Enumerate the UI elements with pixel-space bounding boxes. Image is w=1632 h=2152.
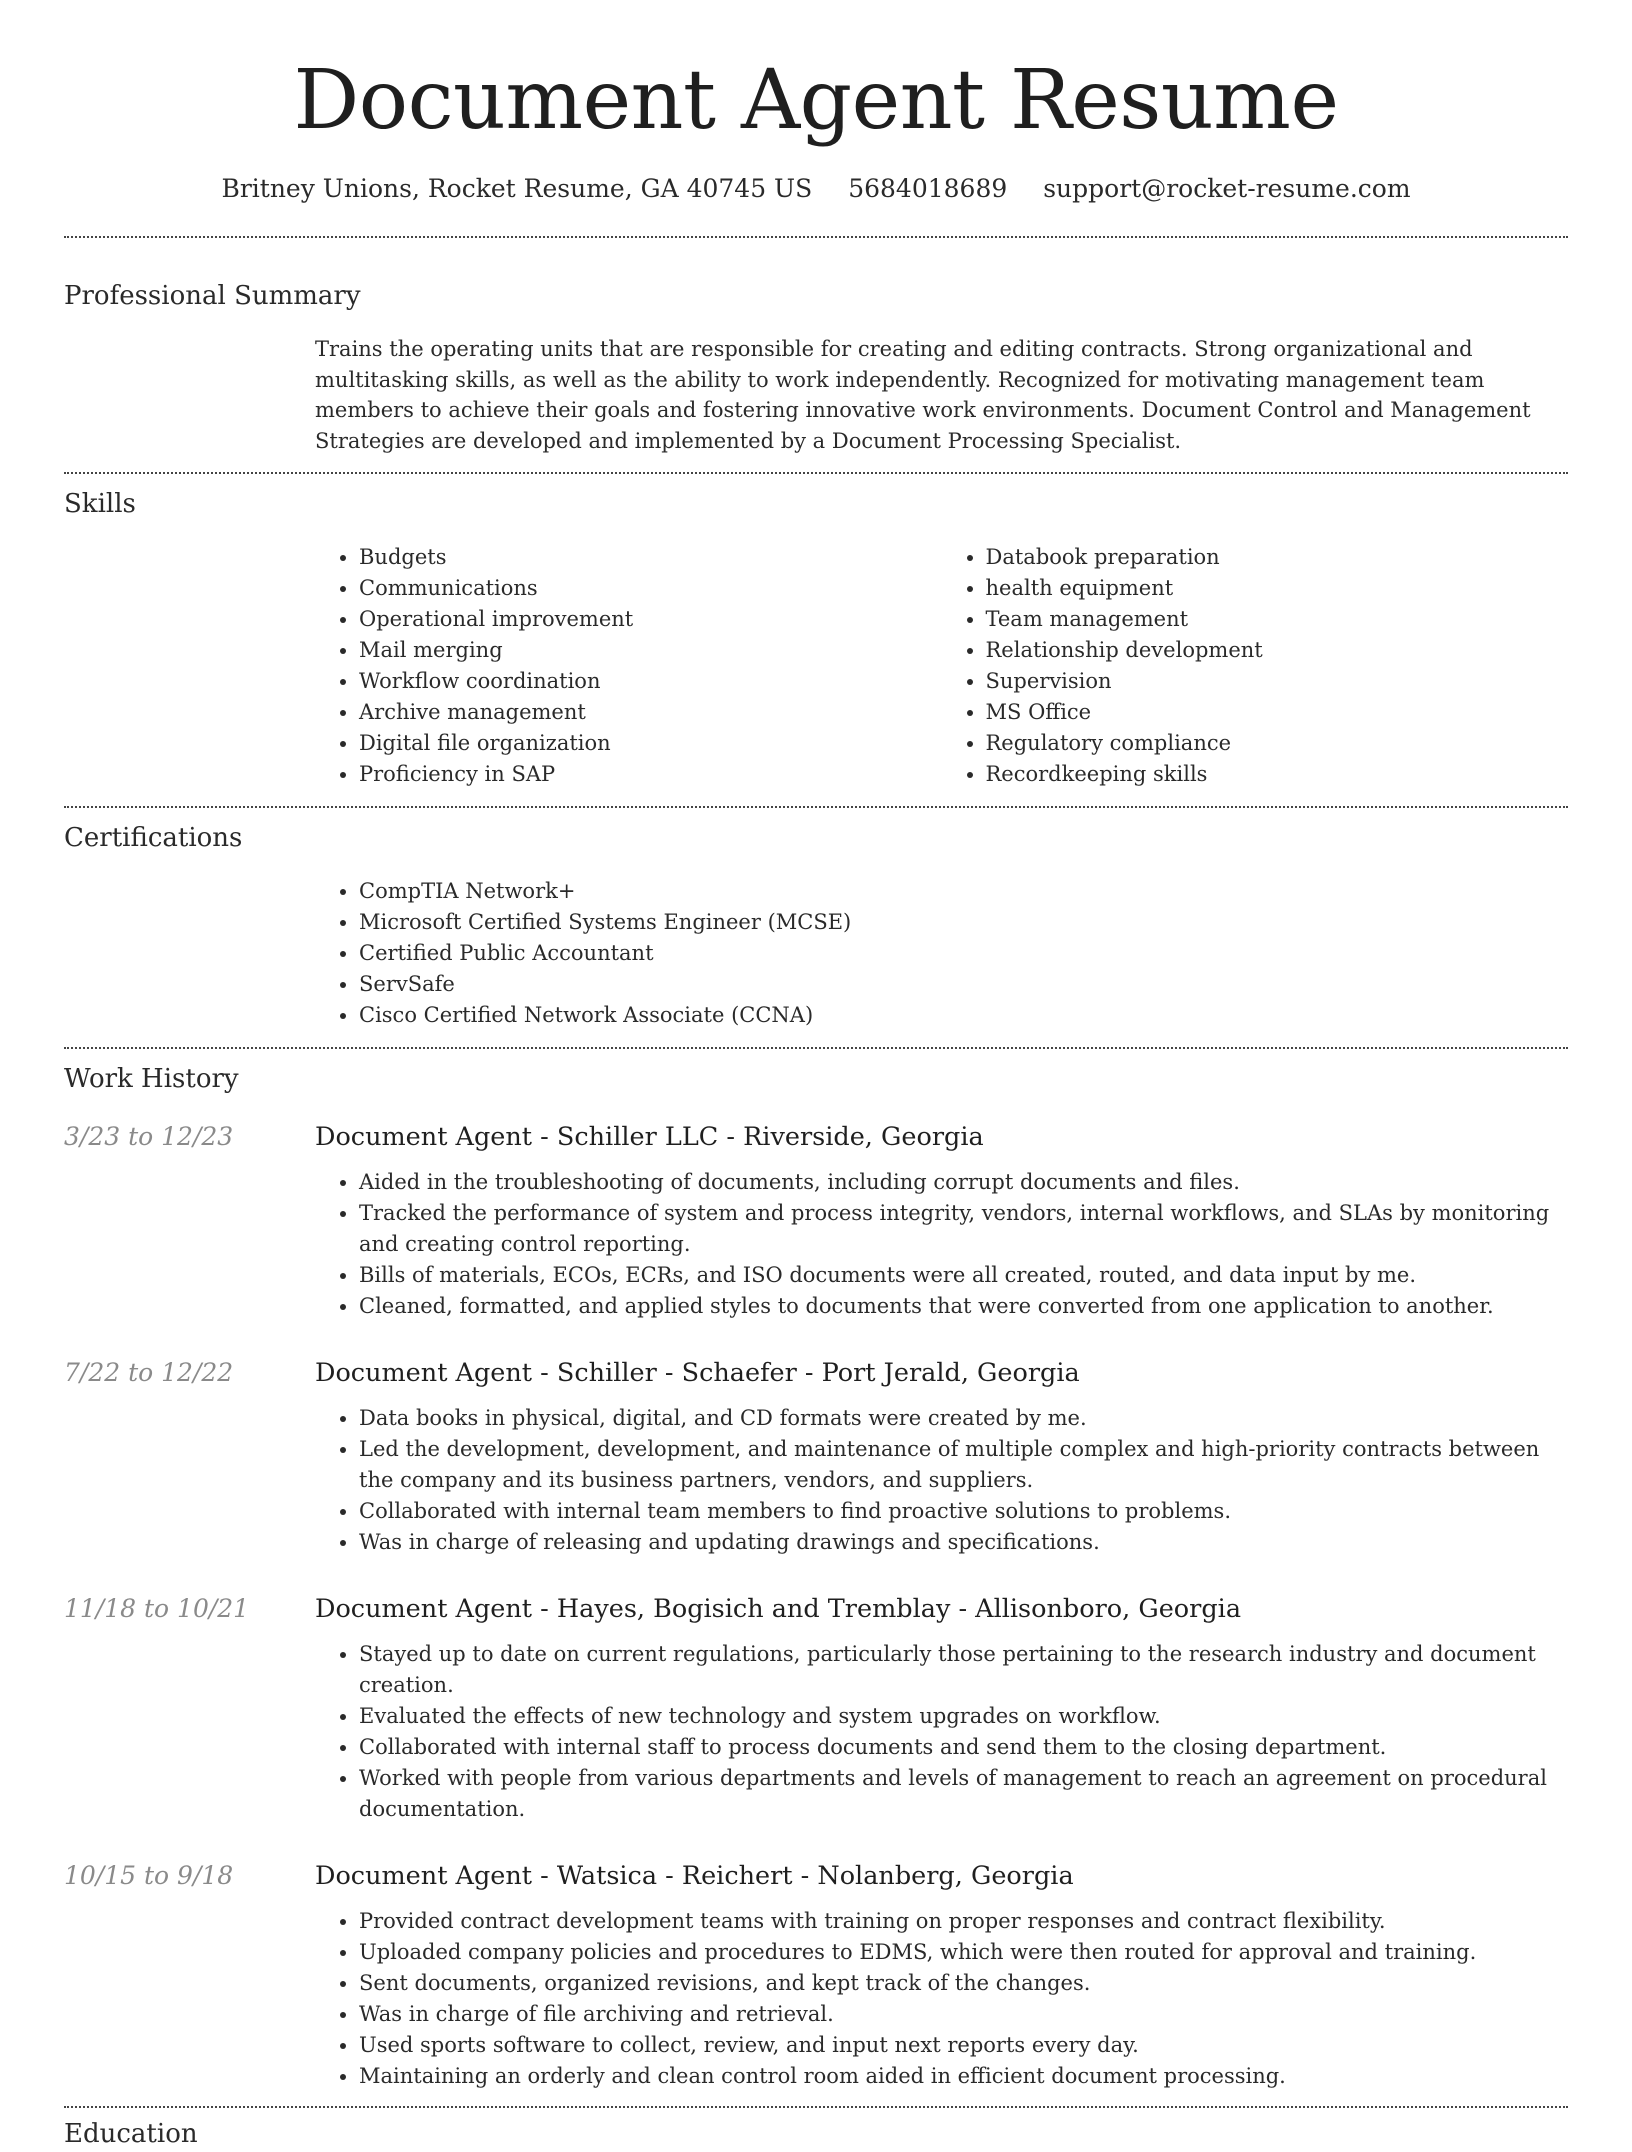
contact-email: support@rocket-resume.com bbox=[1043, 174, 1411, 203]
section-title-skills: Skills bbox=[64, 489, 136, 519]
contact-phone: 5684018689 bbox=[848, 174, 1008, 203]
skill-item: • Team management bbox=[986, 604, 1569, 635]
skill-item: • Recordkeeping skills bbox=[986, 759, 1569, 790]
job-heading: Document Agent - Watsica - Reichert - Nolanberg, Georgia bbox=[315, 1861, 1074, 1891]
job-bullet: • Cleaned, formatted, and applied styles to documents that were converted from one application to another. bbox=[359, 1291, 1568, 1322]
job-heading: Document Agent - Schiller - Schaefer - Port Jerald, Georgia bbox=[315, 1358, 1080, 1388]
job-dates: 3/23 to 12/23 bbox=[64, 1122, 234, 1151]
job-bullet: • Tracked the performance of system and process integrity, vendors, internal workflows, and SLAs by monitoring and creating control reporting. bbox=[359, 1198, 1568, 1260]
job-bullet: • Provided contract development teams with training on proper responses and contract flexibility. bbox=[359, 1906, 1568, 1937]
job-bullet: • Uploaded company policies and procedures to EDMS, which were then routed for approval and training. bbox=[359, 1937, 1568, 1968]
resume-page bbox=[64, 0, 1568, 2152]
certification-item: • CompTIA Network+ bbox=[359, 876, 1568, 907]
job-bullet: • Aided in the troubleshooting of documents, including corrupt documents and files. bbox=[359, 1167, 1568, 1198]
job-entry bbox=[64, 1591, 1568, 1825]
job-bullets bbox=[315, 1639, 1568, 1825]
divider bbox=[64, 1047, 1568, 1049]
certification-item: • Microsoft Certified Systems Engineer (MCSE) bbox=[359, 907, 1568, 938]
job-bullets bbox=[315, 1906, 1568, 2092]
job-bullet: • Bills of materials, ECOs, ECRs, and ISO documents were all created, routed, and data input by me. bbox=[359, 1260, 1568, 1291]
job-bullets bbox=[315, 1167, 1568, 1322]
skill-item: • Relationship development bbox=[986, 635, 1569, 666]
job-bullet: • Sent documents, organized revisions, and kept track of the changes. bbox=[359, 1968, 1568, 1999]
skill-item: • Budgets bbox=[359, 542, 942, 573]
job-dates: 7/22 to 12/22 bbox=[64, 1358, 234, 1387]
job-bullets bbox=[315, 1403, 1568, 1558]
job-heading: Document Agent - Hayes, Bogisich and Tremblay - Allisonboro, Georgia bbox=[315, 1594, 1242, 1624]
summary-text: Trains the operating units that are responsible for creating and editing contracts. Strong organizational and multitasking skills, as well as the ability to work independently. Recognized for motivating management team members to achieve their goals and fostering innovative work environments. Document Control and Management Strategies are developed and implemented by a Document Processing Specialist. bbox=[315, 337, 1531, 453]
job-dates: 10/15 to 9/18 bbox=[64, 1861, 234, 1890]
job-bullet: • Data books in physical, digital, and CD formats were created by me. bbox=[359, 1403, 1568, 1434]
divider bbox=[64, 2106, 1568, 2108]
section-title-education: Education bbox=[64, 2119, 198, 2149]
job-bullet: • Maintaining an orderly and clean control room aided in efficient document processing. bbox=[359, 2061, 1568, 2092]
certification-item: • Cisco Certified Network Associate (CCNA) bbox=[359, 1000, 1568, 1031]
resume-title: Document Agent Resume bbox=[293, 53, 1339, 148]
skill-item: • health equipment bbox=[986, 573, 1569, 604]
divider bbox=[64, 236, 1568, 238]
skill-item: • Databook preparation bbox=[986, 542, 1569, 573]
job-entry bbox=[64, 1858, 1568, 2092]
skill-item: • MS Office bbox=[986, 697, 1569, 728]
job-bullet: • Was in charge of file archiving and retrieval. bbox=[359, 1999, 1568, 2030]
job-entry bbox=[64, 1355, 1568, 1558]
section-title-summary: Professional Summary bbox=[64, 281, 361, 311]
skill-item: • Communications bbox=[359, 573, 942, 604]
job-dates: 11/18 to 10/21 bbox=[64, 1594, 250, 1623]
contact-address: Britney Unions, Rocket Resume, GA 40745 US bbox=[221, 174, 813, 203]
section-title-certifications: Certifications bbox=[64, 823, 243, 853]
job-bullet: • Led the development, development, and maintenance of multiple complex and high-priority contracts between the company and its business partners, vendors, and suppliers. bbox=[359, 1434, 1568, 1496]
skill-item: • Proficiency in SAP bbox=[359, 759, 942, 790]
skill-item: • Archive management bbox=[359, 697, 942, 728]
skill-item: • Operational improvement bbox=[359, 604, 942, 635]
job-bullet: • Collaborated with internal team members to find proactive solutions to problems. bbox=[359, 1496, 1568, 1527]
skill-item: • Supervision bbox=[986, 666, 1569, 697]
certification-item: • Certified Public Accountant bbox=[359, 938, 1568, 969]
job-bullet: • Collaborated with internal staff to process documents and send them to the closing department. bbox=[359, 1732, 1568, 1763]
divider bbox=[64, 472, 1568, 474]
skill-item: • Workflow coordination bbox=[359, 666, 942, 697]
certifications-list bbox=[315, 876, 1568, 1031]
job-heading: Document Agent - Schiller LLC - Riverside, Georgia bbox=[315, 1122, 984, 1152]
job-bullet: • Evaluated the effects of new technology and system upgrades on workflow. bbox=[359, 1701, 1568, 1732]
skills-list-right bbox=[942, 542, 1569, 790]
job-bullet: • Stayed up to date on current regulations, particularly those pertaining to the research industry and document creation. bbox=[359, 1639, 1568, 1701]
job-bullet: • Used sports software to collect, review, and input next reports every day. bbox=[359, 2030, 1568, 2061]
skill-item: • Regulatory compliance bbox=[986, 728, 1569, 759]
job-bullet: • Worked with people from various departments and levels of management to reach an agreement on procedural documentation. bbox=[359, 1763, 1568, 1825]
contact-line bbox=[64, 172, 1568, 206]
certifications-block bbox=[315, 876, 1568, 1031]
section-title-work-history: Work History bbox=[64, 1064, 239, 1094]
certification-item: • ServSafe bbox=[359, 969, 1568, 1000]
divider bbox=[64, 806, 1568, 808]
skill-item: • Mail merging bbox=[359, 635, 942, 666]
job-entry bbox=[64, 1119, 1568, 1322]
job-bullet: • Was in charge of releasing and updating drawings and specifications. bbox=[359, 1527, 1568, 1558]
skills-columns bbox=[315, 542, 1568, 790]
skill-item: • Digital file organization bbox=[359, 728, 942, 759]
skills-list-left bbox=[315, 542, 942, 790]
